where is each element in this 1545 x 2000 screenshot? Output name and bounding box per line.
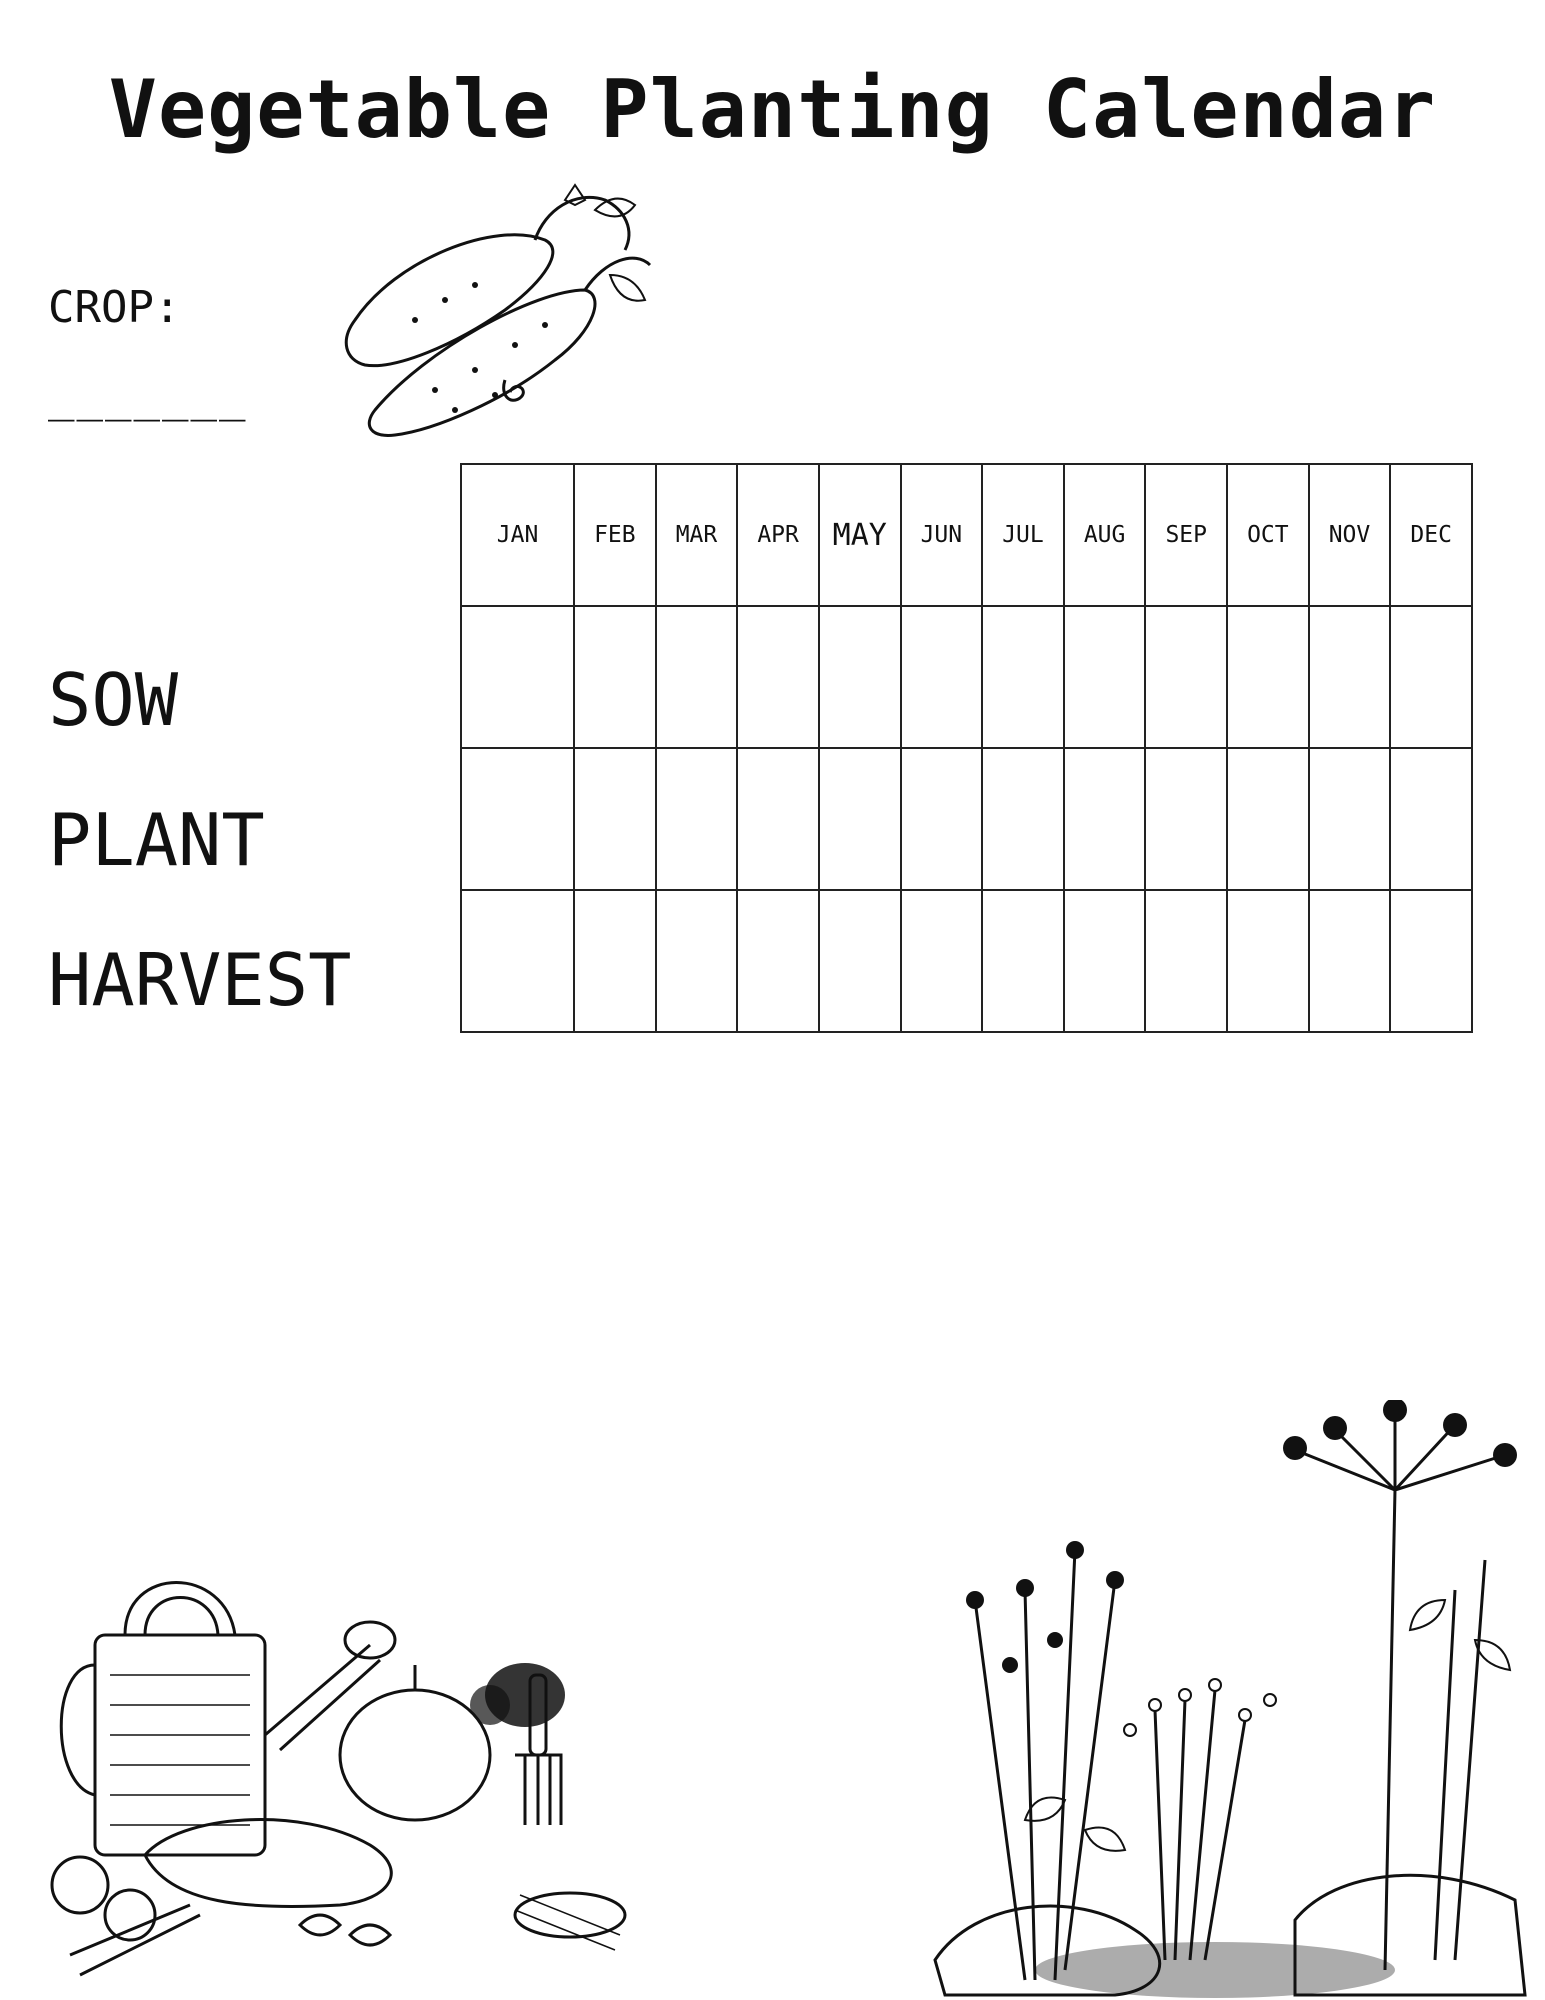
calendar-cell-plant-jun[interactable] [901, 748, 983, 890]
calendar-cell-harvest-aug[interactable] [1064, 890, 1146, 1032]
calendar-cell-harvest-sep[interactable] [1145, 890, 1227, 1032]
calendar-cell-sow-nov[interactable] [1309, 606, 1391, 748]
calendar-cell-sow-feb[interactable] [574, 606, 656, 748]
row-label-plant: PLANT [48, 798, 265, 882]
month-header: SEP [1145, 464, 1227, 606]
calendar-cell-harvest-mar[interactable] [656, 890, 738, 1032]
calendar-cell-sow-jan[interactable] [461, 606, 574, 748]
calendar-cell-sow-oct[interactable] [1227, 606, 1309, 748]
calendar-cell-harvest-may[interactable] [819, 890, 901, 1032]
calendar-cell-plant-aug[interactable] [1064, 748, 1146, 890]
calendar-cell-plant-nov[interactable] [1309, 748, 1391, 890]
calendar-cell-sow-dec[interactable] [1390, 606, 1472, 748]
month-header: DEC [1390, 464, 1472, 606]
month-header: AUG [1064, 464, 1146, 606]
calendar-cell-sow-apr[interactable] [737, 606, 819, 748]
month-header: MAY [819, 464, 901, 606]
calendar-cell-plant-feb[interactable] [574, 748, 656, 890]
month-header-row [461, 464, 1472, 606]
page-title: Vegetable Planting Calendar [108, 63, 1437, 156]
cucumber-illustration [335, 180, 655, 450]
crop-name-blank[interactable]: _______ [48, 371, 248, 422]
crop-label: CROP: [48, 282, 181, 333]
calendar-cell-plant-jul[interactable] [982, 748, 1064, 890]
month-header: FEB [574, 464, 656, 606]
wildflowers-illustration [915, 1400, 1535, 2000]
month-header: JUN [901, 464, 983, 606]
calendar-cell-sow-jul[interactable] [982, 606, 1064, 748]
month-header: JUL [982, 464, 1064, 606]
month-header: OCT [1227, 464, 1309, 606]
calendar-cell-harvest-jun[interactable] [901, 890, 983, 1032]
calendar-cell-harvest-apr[interactable] [737, 890, 819, 1032]
planting-calendar-grid [460, 463, 1473, 1033]
calendar-row-harvest [461, 890, 1472, 1032]
calendar-cell-plant-oct[interactable] [1227, 748, 1309, 890]
calendar-cell-sow-sep[interactable] [1145, 606, 1227, 748]
calendar-cell-harvest-oct[interactable] [1227, 890, 1309, 1032]
calendar-cell-sow-aug[interactable] [1064, 606, 1146, 748]
month-header: JAN [461, 464, 574, 606]
month-header: MAR [656, 464, 738, 606]
calendar-row-sow [461, 606, 1472, 748]
row-label-harvest: HARVEST [48, 938, 352, 1022]
calendar-cell-harvest-feb[interactable] [574, 890, 656, 1032]
calendar-cell-plant-apr[interactable] [737, 748, 819, 890]
calendar-cell-harvest-jan[interactable] [461, 890, 574, 1032]
calendar-cell-harvest-nov[interactable] [1309, 890, 1391, 1032]
calendar-cell-plant-dec[interactable] [1390, 748, 1472, 890]
month-header: NOV [1309, 464, 1391, 606]
watering-can-vegetables-illustration [50, 1555, 640, 1985]
calendar-cell-sow-may[interactable] [819, 606, 901, 748]
calendar-cell-plant-mar[interactable] [656, 748, 738, 890]
calendar-cell-sow-mar[interactable] [656, 606, 738, 748]
calendar-cell-harvest-jul[interactable] [982, 890, 1064, 1032]
calendar-cell-plant-sep[interactable] [1145, 748, 1227, 890]
row-label-sow: SOW [48, 658, 179, 742]
calendar-row-plant [461, 748, 1472, 890]
month-header: APR [737, 464, 819, 606]
calendar-cell-plant-jan[interactable] [461, 748, 574, 890]
calendar-cell-sow-jun[interactable] [901, 606, 983, 748]
calendar-cell-plant-may[interactable] [819, 748, 901, 890]
calendar-cell-harvest-dec[interactable] [1390, 890, 1472, 1032]
